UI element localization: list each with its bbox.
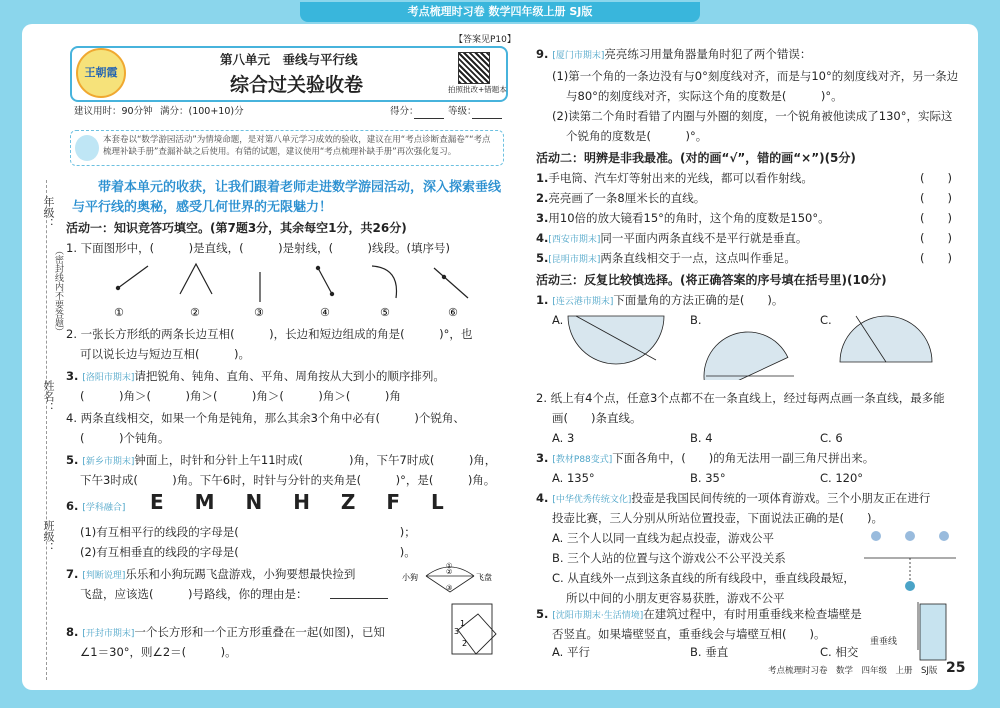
answer-ref: 【答案见P10】 — [454, 35, 516, 45]
route-label-2: ② — [446, 568, 453, 576]
q8-line2: ∠1＝30°，则∠2＝( )。 — [80, 645, 237, 659]
q6-line: 6. [学科融合] — [66, 499, 126, 513]
logo-text: 王朝霞 — [84, 66, 118, 79]
q3-order: ( )角＞( )角＞( )角＞( )角＞( )角 — [80, 389, 401, 403]
q9-part1-line1: (1)第一个角的一条边没有与0°刻度线对齐，而是与10°的刻度线对齐，另一条边 — [552, 69, 959, 83]
judge-item — [536, 250, 796, 268]
qr-caption: 拍照批改+错题本 — [448, 85, 507, 94]
fig6-dot — [442, 275, 446, 279]
seal-line — [46, 180, 47, 680]
q9-part2-line2: 个锐角的度数是( )°。 — [566, 129, 708, 143]
q7-reason-blank[interactable] — [330, 598, 388, 599]
c5-line1: 5. [沈阳市期末·生活情境]在建筑过程中，有时用重垂线来检查墙壁是 — [536, 607, 862, 621]
c4-option-c: C. 从直线外一点到这条直线的所有线段中，垂直线段最短， — [552, 571, 855, 585]
kid-3 — [939, 531, 949, 541]
q2-line1: 2. 一张长方形纸的两条长边互相( )，长边和短边组成的角是( )°，也 — [66, 327, 473, 341]
q9-text: 亮亮练习用量角器量角时犯了两个错误： — [604, 47, 812, 61]
q8-line1: 8. [开封市期末]一个长方形和一个正方形重叠在一起(如图)，已知 — [66, 625, 385, 639]
c2-option-c: C. 6 — [820, 431, 843, 445]
fig4-dot-b — [330, 292, 334, 296]
fig4-dot-a — [316, 266, 320, 270]
c4-text: 投壶是我国民间传统的一项体育游戏。三个小朋友正在进行 — [631, 491, 931, 505]
c5-text: 在建筑过程中，有时用重垂线来检查墙壁是 — [643, 607, 862, 621]
pot-icon — [905, 581, 915, 591]
c1-option-b: B. — [690, 313, 702, 327]
q1-figures — [100, 258, 500, 320]
q5-tag: [新乡市期末] — [82, 457, 135, 467]
q9-tag: [厦门市期末] — [552, 51, 605, 61]
top-banner: 考点梳理时习卷 数学四年级上册 SJ版 — [300, 2, 700, 22]
q3-tag: [洛阳市期末] — [82, 373, 135, 383]
q9-line: 9. [厦门市期末]亮亮练习用量角器量角时犯了两个错误： — [536, 47, 812, 61]
qr-code[interactable] — [458, 52, 490, 84]
q7-text: 乐乐和小狗玩踢飞盘游戏，小狗要想最快捡到 — [125, 567, 356, 581]
q5-text: 钟面上，时针和分针上午11时成( )角，下午7时成( )角， — [134, 453, 497, 467]
q8-figure — [448, 600, 506, 662]
wall-shape — [920, 604, 946, 660]
fig-label-3: ③ — [254, 306, 264, 319]
q7-disc-label: 飞盘 — [476, 573, 492, 582]
q7-line1: 7. [判断说理]乐乐和小狗玩踢飞盘游戏，小狗要想最快捡到 — [66, 567, 356, 581]
activity-2-title: 活动二：明辨是非我最准。(对的画“√”，错的画“×”)(5分) — [536, 151, 856, 165]
suggest-time: 建议用时：90分钟 — [74, 106, 153, 117]
fig2-angle — [180, 264, 212, 294]
c1-option-c: C. — [820, 313, 832, 327]
grade-blank[interactable] — [472, 118, 502, 119]
c1-line: 1. [连云港市期末]下面量角的方法正确的是( )。 — [536, 293, 784, 307]
q8-angle-2: 2 — [462, 639, 468, 648]
judge-answer-blank[interactable]: ( ) — [920, 251, 952, 265]
fig4-segment — [318, 268, 332, 294]
c1-option-a: A. — [552, 313, 564, 327]
fig1-line — [118, 266, 148, 288]
side-cut-line: （密封线内不要答题） — [53, 246, 63, 336]
full-score: 满分：(100+10)分 — [160, 106, 244, 117]
c4-option-c-cont: 所以中间的小朋友更容易获胜，游戏不公平 — [566, 591, 785, 605]
judge-answer-blank[interactable]: ( ) — [920, 191, 952, 205]
q5-line2: 下午3时成( )角。下午6时，时针与分针的夹角是( )°，是( )角。 — [80, 473, 496, 487]
fig1-dot — [116, 286, 120, 290]
judge-number: 1. — [536, 171, 549, 185]
c4-tag: [中华优秀传统文化] — [552, 495, 632, 505]
q2-line2: 可以说长边与短边互相( )。 — [80, 347, 250, 361]
fig-label-5: ⑤ — [380, 306, 390, 319]
c4-line1: 4. [中华优秀传统文化]投壶是我国民间传统的一项体育游戏。三个小朋友正在进行 — [536, 491, 931, 505]
protractor-c-shape — [840, 316, 932, 362]
judge-tag: [昆明市期末] — [548, 255, 601, 265]
activity-1-title: 活动一：知识竞答巧填空。(第7题3分，其余每空1分，共26分) — [66, 221, 407, 235]
cartoon-icon — [75, 135, 99, 161]
judge-answer-blank[interactable]: ( ) — [920, 211, 952, 225]
judge-number: 2. — [536, 191, 549, 205]
q6-part2: (2)有互相垂直的线段的字母是( )。 — [80, 545, 416, 559]
side-class: 班级： — [42, 520, 55, 553]
c1-protractor-b — [700, 316, 796, 380]
c5-option-a: A. 平行 — [552, 645, 590, 659]
q6-part1: (1)有互相平行的线段的字母是( )； — [80, 525, 416, 539]
route-label-3: ③ — [446, 584, 453, 592]
c3-option-a: A. 135° — [552, 471, 595, 485]
protractor-b-shape — [700, 318, 788, 380]
c5-option-c: C. 相交 — [820, 645, 859, 659]
tip-text: 本套卷以“数学游园活动”为情境命题，是对第八单元学习成效的验收，建议在用“考点诊断查漏卷”“考点梳理补缺手册”查漏补缺之后使用。有错的试题，建议使用“考点梳理补缺手册”再次强化复习。 — [103, 135, 491, 157]
kid-1 — [871, 531, 881, 541]
c1-text: 下面量角的方法正确的是( )。 — [613, 293, 784, 307]
q1-text: 1. 下面图形中，( )是直线，( )是射线，( )线段。(填序号) — [66, 241, 451, 255]
kid-2 — [905, 531, 915, 541]
judge-answer-blank[interactable]: ( ) — [920, 231, 952, 245]
c4-line2: 投壶比赛，三人分别从所站位置投壶，下面说法正确的是( )。 — [552, 511, 883, 525]
q4-line2: ( )个钝角。 — [80, 431, 170, 445]
c5-option-b: B. 垂直 — [690, 645, 729, 659]
judge-item — [536, 230, 807, 248]
fig5-curve — [372, 266, 397, 298]
q8-angle-1: 1 — [460, 619, 466, 628]
activity-3-title: 活动三：反复比较慎选择。(将正确答案的序号填在括号里)(10分) — [536, 273, 887, 287]
side-name: 姓名： — [42, 380, 55, 413]
c5-tag: [沈阳市期末·生活情境] — [552, 611, 644, 621]
q8-angle-3: 3 — [454, 627, 460, 636]
c3-option-b: B. 35° — [690, 471, 726, 485]
judge-text: 两条直线相交于一点，这点叫作垂足。 — [600, 251, 796, 265]
judge-tag: [西安市期末] — [548, 235, 601, 245]
judge-number: 4. — [536, 231, 549, 245]
c3-tag: [教材P88变式] — [552, 455, 613, 465]
footer-text: 考点梳理时习卷 数学 四年级 上册 SJ版 — [768, 666, 938, 676]
q8-text: 一个长方形和一个正方形重叠在一起(如图)，已知 — [134, 625, 385, 639]
judge-text: 手电筒、汽车灯等射出来的光线，都可以看作射线。 — [548, 171, 813, 185]
judge-number: 3. — [536, 211, 549, 225]
c4-option-b: B. 三个人站的位置与这个游戏公不公平没关系 — [552, 551, 786, 565]
c2-line1: 2. 纸上有4个点，任意3个点都不在一条直线上，经过每两点画一条直线，最多能 — [536, 391, 945, 405]
c2-option-b: B. 4 — [690, 431, 713, 445]
judge-text: 用10倍的放大镜看15°的角时，这个角的度数是150°。 — [548, 211, 830, 225]
q9-part1-line2: 与80°的刻度线对齐，实际这个角的度数是( )°。 — [566, 89, 843, 103]
judge-item — [536, 170, 813, 188]
judge-item — [536, 210, 830, 228]
q3-text: 请把锐角、钝角、直角、平角、周角按从大到小的顺序排列。 — [134, 369, 445, 383]
judge-text: 亮亮画了一条8厘米长的直线。 — [548, 191, 706, 205]
judge-text: 同一平面内两条直线不是平行就是垂直。 — [600, 231, 808, 245]
c1-protractor-c — [836, 310, 936, 366]
q8-tag: [开封市期末] — [82, 629, 135, 639]
fig-label-1: ① — [114, 306, 124, 319]
tip-box — [70, 130, 504, 166]
q5-line1: 5. [新乡市期末]钟面上，时针和分针上午11时成( )角，下午7时成( )角， — [66, 453, 497, 467]
fig-label-2: ② — [190, 306, 200, 319]
c3-line: 3. [教材P88变式]下面各角中，( )的角无法用一副三角尺拼出来。 — [536, 451, 875, 465]
q7-dog-label: 小狗 — [402, 573, 418, 582]
c1-tag: [连云港市期末] — [552, 297, 614, 307]
logo-badge — [76, 48, 126, 98]
q3-line: 3. [洛阳市期末]请把锐角、钝角、直角、平角、周角按从大到小的顺序排列。 — [66, 369, 445, 383]
c1-protractor-a — [566, 312, 666, 370]
c4-figure-kids — [862, 524, 958, 594]
fig6-ray — [434, 268, 468, 298]
unit-title: 第八单元 垂线与平行线 — [220, 52, 358, 67]
q7-line2: 飞盘，应该选( )号路线，你的理由是： — [80, 587, 308, 601]
score-label: 得分： — [390, 106, 419, 117]
q9-part2-line1: (2)读第二个角时看错了内圈与外圈的刻度，一个锐角被他读成了130°，实际这 — [552, 109, 953, 123]
c3-text: 下面各角中，( )的角无法用一副三角尺拼出来。 — [612, 451, 875, 465]
c5-figure-wall — [910, 600, 960, 662]
q6-tag: [学科融合] — [82, 503, 126, 513]
fig-label-6: ⑥ — [448, 306, 458, 319]
c4-option-a: A. 三个人以同一直线为起点投壶，游戏公平 — [552, 531, 774, 545]
c2-line2: 画( )条直线。 — [552, 411, 642, 425]
page-number: 25 — [946, 660, 966, 676]
judge-item — [536, 190, 705, 208]
judge-answer-blank[interactable]: ( ) — [920, 171, 952, 185]
side-grade: 年级： — [42, 196, 55, 229]
intro-text: 带着本单元的收获，让我们跟着老师走进数学游园活动，深入探索垂线与平行线的奥秘，感受几何世界的无限魅力！ — [72, 180, 502, 215]
q6-letters: E M N H Z F L — [150, 490, 456, 514]
q7-tag: [判断说理] — [82, 571, 126, 581]
c2-option-a: A. 3 — [552, 431, 575, 445]
score-blank[interactable] — [414, 118, 444, 119]
exam-title: 综合过关验收卷 — [230, 74, 364, 96]
route-label-1: ① — [446, 562, 453, 570]
fig-label-4: ④ — [320, 306, 330, 319]
c3-option-c: C. 120° — [820, 471, 864, 485]
c5-line2: 否竖直。如果墙壁竖直，重垂线会与墙壁互相( )。 — [552, 627, 826, 641]
judge-number: 5. — [536, 251, 549, 265]
c5-fig-label: 重垂线 — [870, 637, 898, 647]
grade-label: 等级： — [448, 106, 477, 117]
q4-line1: 4. 两条直线相交，如果一个角是钝角，那么其余3个角中必有( )个锐角、 — [66, 411, 465, 425]
